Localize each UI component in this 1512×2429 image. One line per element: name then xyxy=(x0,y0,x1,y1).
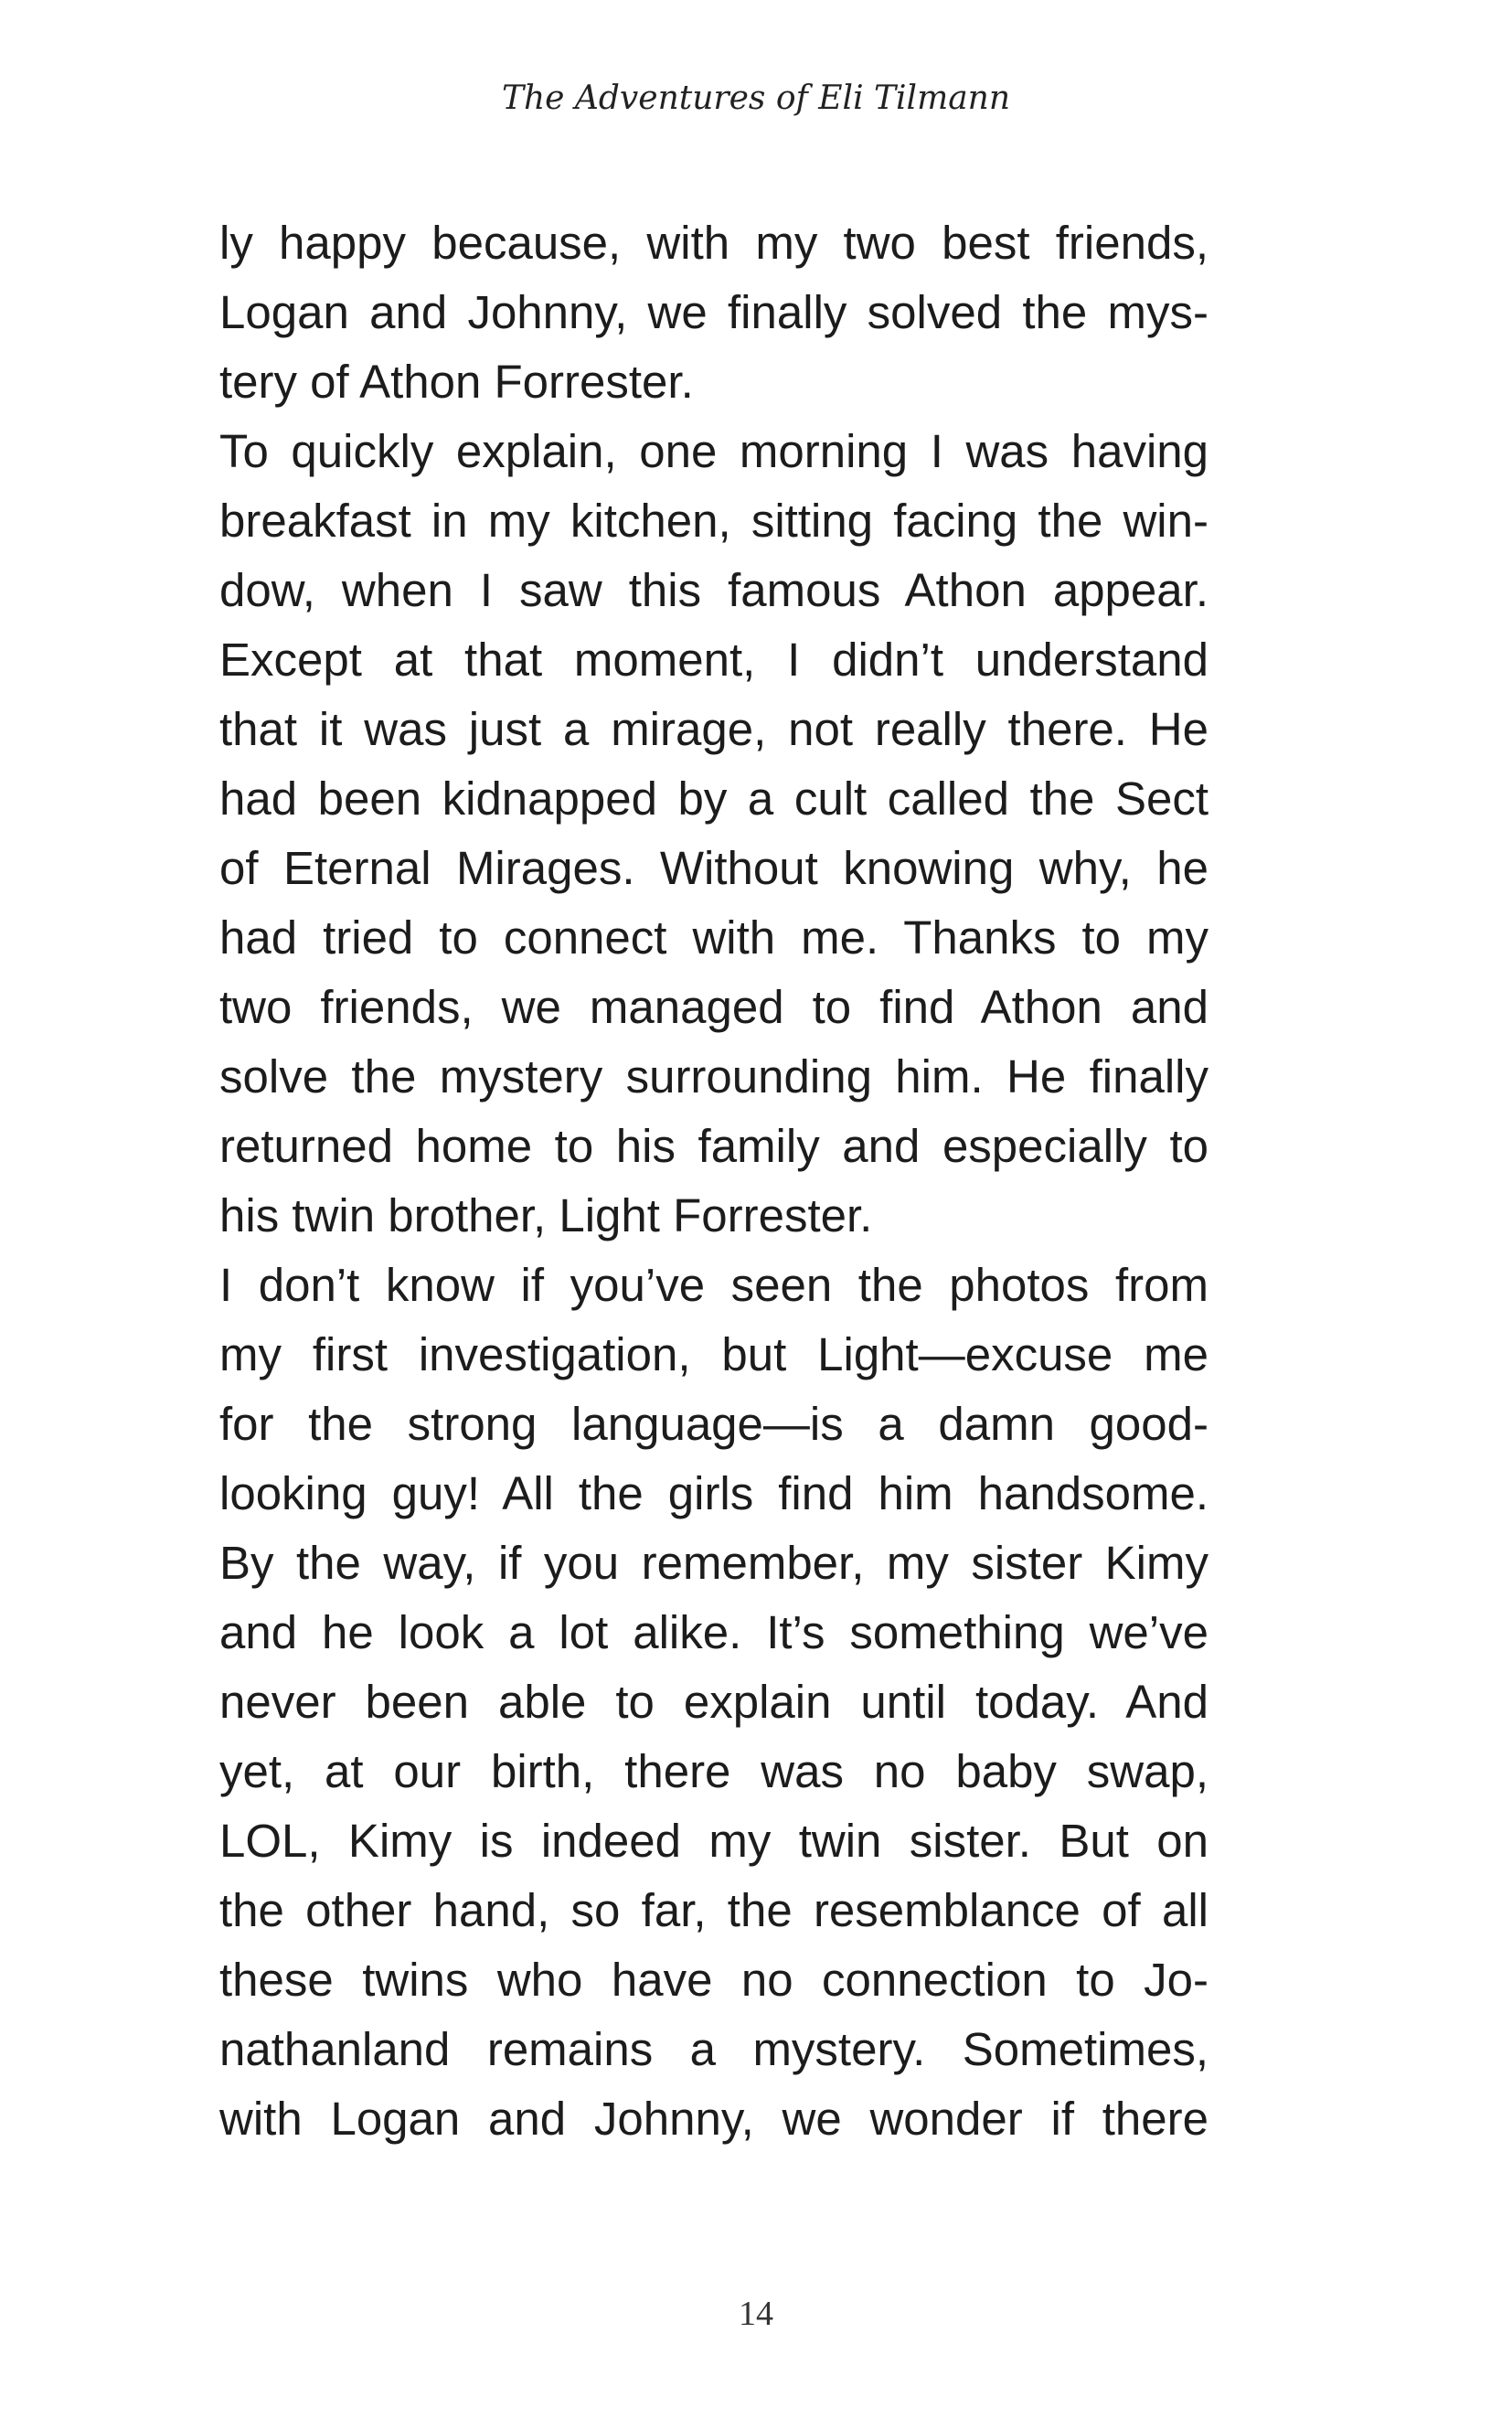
body-line: his twin brother, Light Forrester. xyxy=(219,1189,873,1241)
body-line: returned home to his family and especially to xyxy=(219,1120,1209,1172)
body-line: and he look a lot alike. It’s something we’ve xyxy=(219,1606,1209,1658)
body-line: two friends, we managed to find Athon and xyxy=(219,981,1209,1033)
body-line: dow, when I saw this famous Athon appear. xyxy=(219,564,1209,616)
body-line: Except at that moment, I didn’t understand xyxy=(219,634,1209,686)
running-header: The Adventures of Eli Tilmann xyxy=(501,80,1011,117)
body-text xyxy=(219,208,1209,2154)
body-line: of Eternal Mirages. Without knowing why, he xyxy=(219,842,1209,894)
body-line: the other hand, so far, the resemblance of all xyxy=(219,1884,1209,1936)
body-line: solve the mystery surrounding him. He finally xyxy=(219,1050,1209,1103)
body-line: with Logan and Johnny, we wonder if there xyxy=(219,2093,1209,2145)
body-line: for the strong language—is a damn good- xyxy=(219,1398,1209,1450)
body-line: yet, at our birth, there was no baby swap, xyxy=(219,1745,1209,1797)
body-line: these twins who have no connection to Jo- xyxy=(219,1954,1209,2006)
body-line: By the way, if you remember, my sister Kimy xyxy=(219,1537,1209,1589)
body-line: breakfast in my kitchen, sitting facing the win- xyxy=(219,495,1209,547)
body-line: LOL, Kimy is indeed my twin sister. But on xyxy=(219,1815,1209,1867)
body-line: that it was just a mirage, not really there. He xyxy=(219,703,1209,755)
page-number: 14 xyxy=(739,2295,773,2333)
body-line: tery of Athon Forrester. xyxy=(219,356,694,408)
body-line: had been kidnapped by a cult called the Sect xyxy=(219,772,1209,825)
body-line: looking guy! All the girls find him handsome. xyxy=(219,1467,1209,1519)
body-line: I don’t know if you’ve seen the photos from xyxy=(219,1259,1209,1311)
body-line: my first investigation, but Light—excuse me xyxy=(219,1328,1209,1380)
body-line: had tried to connect with me. Thanks to my xyxy=(219,911,1209,964)
body-line: never been able to explain until today. And xyxy=(219,1676,1209,1728)
body-line: To quickly explain, one morning I was having xyxy=(219,425,1209,477)
body-line: ly happy because, with my two best friends, xyxy=(219,217,1209,269)
body-line: nathanland remains a mystery. Sometimes, xyxy=(219,2023,1209,2075)
body-line: Logan and Johnny, we finally solved the mys- xyxy=(219,286,1209,338)
